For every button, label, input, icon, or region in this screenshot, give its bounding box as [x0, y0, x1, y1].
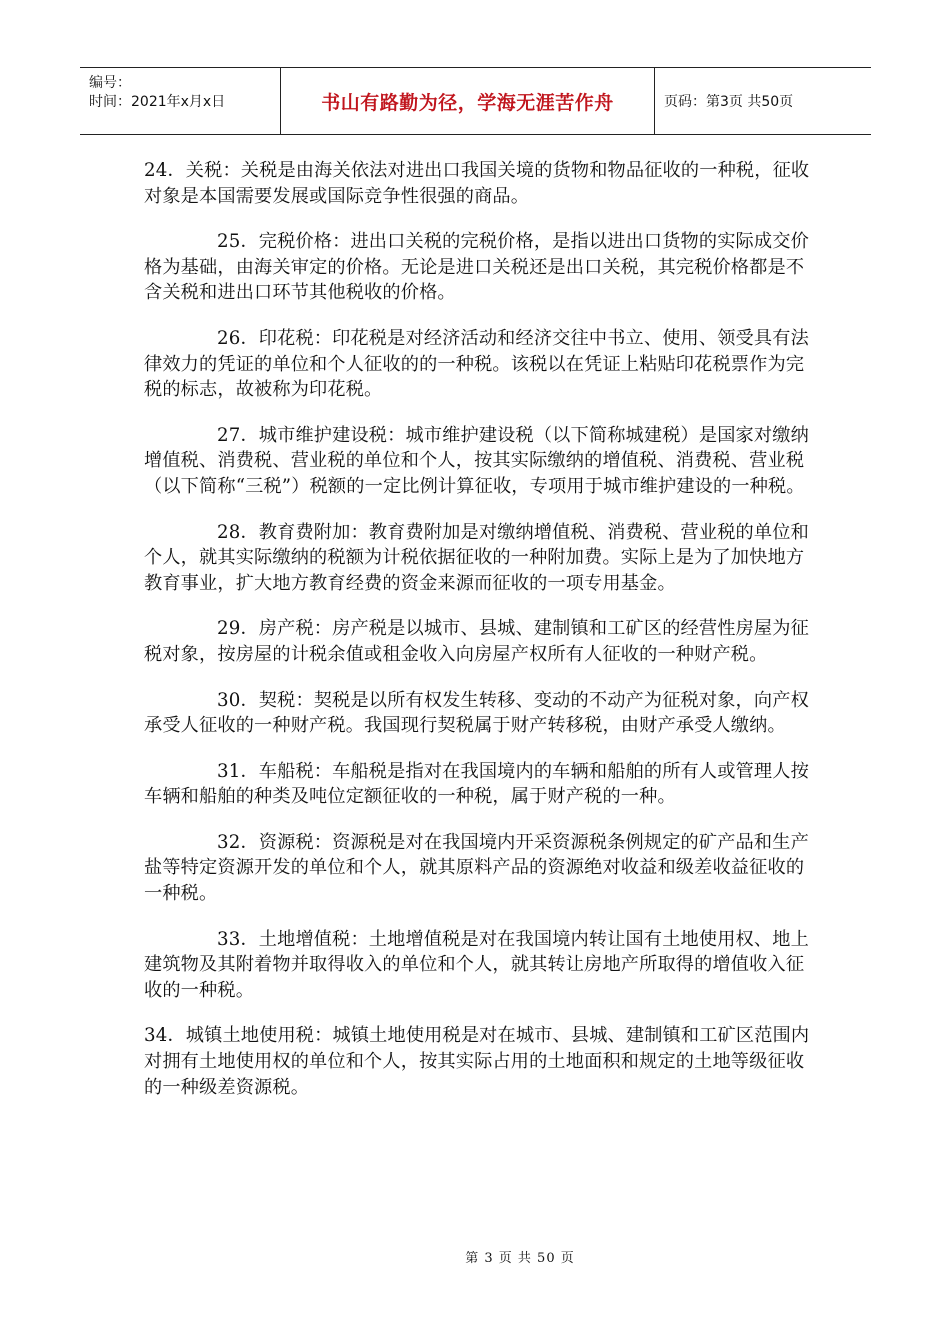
document-number-label: 编号： [89, 75, 131, 91]
paragraph-27: 27．城市维护建设税：城市维护建设税（以下简称城建税）是国家对缴纳增值税、消费税、营业税的单位和个人，按其实际缴纳的增值税、消费税、营业税（以下简称“三税”）税额的一定比例计算征收，专项用于城市维护建设的一种税。 [144, 424, 809, 497]
paragraph-30: 30．契税：契税是以所有权发生转移、变动的不动产为征税对象，向产权承受人征收的一种财产税。我国现行契税属于财产转移税，由财产承受人缴纳。 [144, 689, 809, 737]
header-motto: 书山有路勤为径，学海无涯苦作舟 [281, 68, 655, 134]
document-time-label: 时间：2021年x月x日 [89, 94, 226, 110]
paragraph-25: 25．完税价格：进出口关税的完税价格，是指以进出口货物的实际成交价格为基础，由海关审定的价格。无论是进口关税还是出口关税，其完税价格都是不含关税和进出口环节其他税收的价格。 [144, 231, 809, 304]
paragraph-28: 28．教育费附加：教育费附加是对缴纳增值税、消费税、营业税的单位和个人，就其实际缴纳的税额为计税依据征收的一种附加费。实际上是为了加快地方教育事业，扩大地方教育经费的资金来源而征收的一项专用基金。 [144, 521, 809, 594]
page-header [80, 67, 871, 135]
paragraph-31: 31．车船税：车船税是指对在我国境内的车辆和船舶的所有人或管理人按车辆和船舶的种类及吨位定额征收的一种税，属于财产税的一种。 [144, 760, 809, 808]
paragraph-34: 34．城镇土地使用税：城镇土地使用税是对在城市、县城、建制镇和工矿区范围内对拥有土地使用权的单位和个人，按其实际占用的土地面积和规定的土地等级征收的一种级差资源税。 [144, 1025, 810, 1098]
paragraph-29: 29．房产税：房产税是以城市、县城、建制镇和工矿区的经营性房屋为征税对象，按房屋的计税余值或租金收入向房屋产权所有人征收的一种财产税。 [144, 618, 809, 665]
paragraph-24: 24．关税：关税是由海关依法对进出口我国关境的货物和物品征收的一种税，征收对象是本国需要发展或国际竞争性很强的商品。 [144, 160, 810, 207]
page-footer: 第 3 页 共 50 页 [465, 1251, 575, 1266]
header-page-info: 页码：第3页 共50页 [664, 94, 794, 110]
paragraph-26: 26．印花税：印花税是对经济活动和经济交往中书立、使用、领受具有法律效力的凭证的单位和个人征收的的一种税。该税以在凭证上粘贴印花税票作为完税的标志，故被称为印花税。 [144, 327, 809, 401]
document-body [144, 158, 814, 1120]
header-meta [80, 68, 281, 134]
paragraph-33: 33．土地增值税：土地增值税是对在我国境内转让国有土地使用权、地上建筑物及其附着物并取得收入的单位和个人，就其转让房地产所取得的增值收入征收的一种税。 [144, 928, 809, 1001]
paragraph-32: 32．资源税：资源税是对在我国境内开采资源税条例规定的矿产品和生产盐等特定资源开发的单位和个人，就其原料产品的资源绝对收益和级差收益征收的一种税。 [144, 831, 809, 905]
